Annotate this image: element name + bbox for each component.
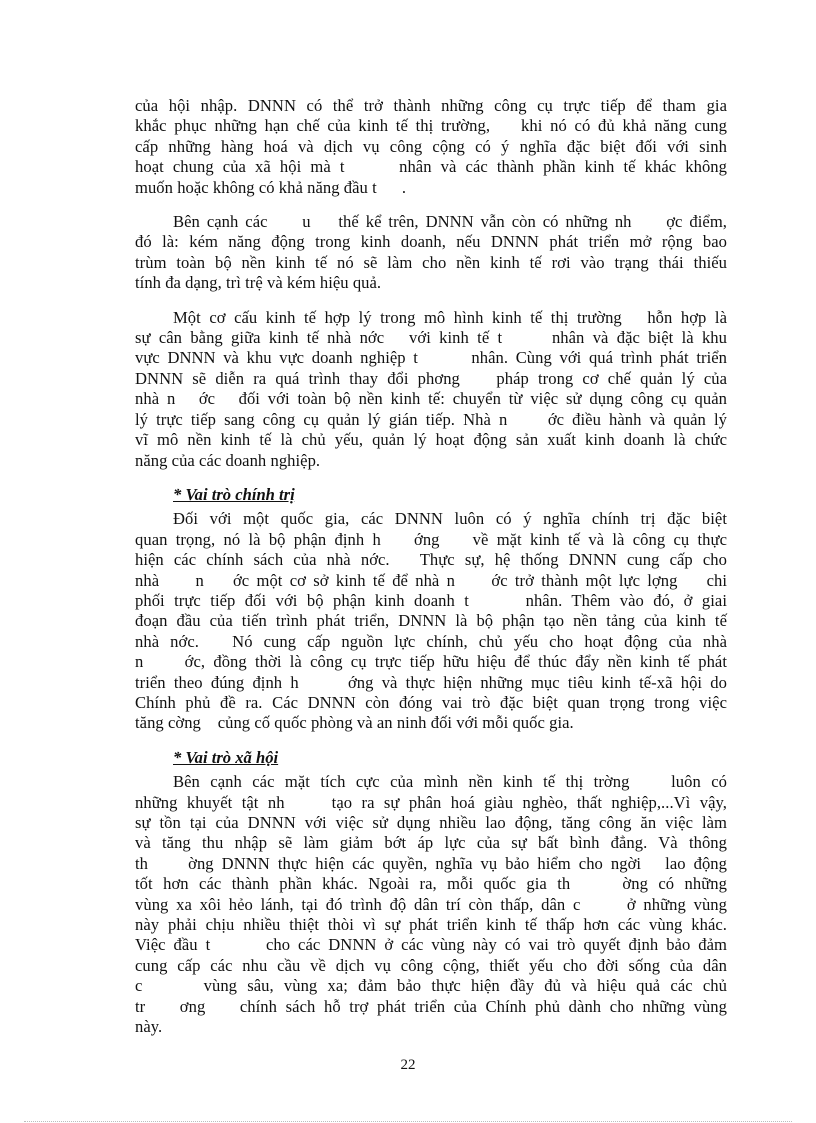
- text-line: muốn hoặc không có khả năng đầu t .: [135, 177, 407, 197]
- text-line: nhà n ớc đối với toàn bộ nền kinh tế: chuyển từ việc sử dụng công cụ quản: [135, 389, 727, 409]
- text-line: vĩ mô nền kinh tế là chủ yếu, quản lý hoạt động sản xuất kinh doanh là chức: [135, 430, 727, 450]
- text-line: phối trực tiếp đối với bộ phận kinh doanh t nhân. Thêm vào đó, ở giai: [135, 590, 727, 610]
- document-body: [135, 96, 727, 1051]
- section-heading: * Vai trò chính trị: [173, 484, 295, 504]
- paragraph: [135, 772, 727, 1037]
- text-line: hiện các chính sách của nhà nớc. Thực sự, hệ thống DNNN cung cấp cho: [135, 550, 727, 570]
- paragraph: [135, 212, 727, 294]
- text-line: và tăng thu nhập sẽ làm giảm bớt áp lực của sự bất bình đẳng. Và thông: [135, 833, 727, 853]
- text-line: những khuyết tật nh tạo ra sự phân hoá giàu nghèo, thất nghiệp,...Vì vậy,: [135, 792, 727, 812]
- text-line: th ờng DNNN thực hiện các quyền, nghĩa vụ bảo hiểm cho ngời lao động: [135, 853, 727, 873]
- text-line: này phải chịu nhiều thiệt thòi vì sự phát triển kinh tế thấp hơn các vùng khác.: [135, 915, 727, 935]
- text-line: Việc đầu t cho các DNNN ở các vùng này có vai trò quyết định bảo đảm: [135, 935, 727, 955]
- text-line: năng của các doanh nghiệp.: [135, 450, 321, 470]
- text-line: Bên cạnh các mặt tích cực của mình nền kinh tế thị trờng luôn có: [173, 772, 727, 792]
- text-line: DNNN sẽ diễn ra quá trình thay đổi phơng pháp trong cơ chế quản lý của: [135, 368, 727, 388]
- text-line: tốt hơn các thành phần khác. Ngoài ra, mỗi quốc gia th ờng có những: [135, 874, 727, 894]
- text-line: vùng xa xôi hẻo lánh, tại đó trình độ dân trí còn thấp, dân c ở những vùng: [135, 894, 727, 914]
- text-line: sự tồn tại của DNNN với việc sử dụng nhiều lao động, tăng công ăn việc làm: [135, 813, 727, 832]
- text-line: n ớc, đồng thời là công cụ trực tiếp hữu hiệu để thúc đẩy nền kinh tế phát: [135, 652, 727, 672]
- text-line: Một cơ cấu kinh tế hợp lý trong mô hình kinh tế thị trường hỗn hợp là: [173, 307, 727, 327]
- text-line: đoạn đầu của tiến trình phát triển, DNNN là bộ phận tạo nền tảng của kinh tế: [135, 611, 727, 631]
- text-line: đó là: kém năng động trong kinh doanh, nếu DNNN phát triển mở rộng bao: [135, 232, 727, 252]
- text-line: tính đa dạng, trì trệ và kém hiệu quả.: [135, 273, 382, 293]
- page-number: 22: [400, 1057, 416, 1073]
- text-line: c vùng sâu, vùng xa; đảm bảo thực hiện đầy đủ và hiệu quả các chủ: [135, 976, 727, 996]
- text-line: quan trọng, nó là bộ phận định h ớng về mặt kinh tế và là công cụ thực: [135, 529, 727, 549]
- text-line: vực DNNN và khu vực doanh nghiệp t nhân. Cùng với quá trình phát triển: [135, 348, 727, 368]
- text-line: tr ơng chính sách hỗ trợ phát triển của Chính phủ dành cho những vùng: [135, 996, 727, 1016]
- text-line: nhà n ớc một cơ sở kinh tế để nhà n ớc trở thành một lực lợng chi: [135, 570, 727, 590]
- text-line: khắc phục những hạn chế của kinh tế thị trường, khi nó có đủ khả năng cung: [135, 116, 727, 136]
- text-line: cấp những hàng hoá và dịch vụ công cộng có ý nghĩa đặc biệt đối với sinh: [135, 136, 727, 156]
- text-line: này.: [135, 1017, 163, 1037]
- page-bottom-rule: [24, 1121, 792, 1122]
- text-line: hoạt chung của xã hội mà t nhân và các thành phần kinh tế khác không: [135, 157, 727, 177]
- text-line: nhà nớc. Nó cung cấp nguồn lực chính, chủ yếu cho hoạt động của nhà: [135, 631, 727, 651]
- text-line: trùm toàn bộ nền kinh tế nó sẽ làm cho nền kinh tế rơi vào trạng thái thiếu: [135, 252, 727, 272]
- text-line: Chính phủ đề ra. Các DNNN còn đóng vai trò đặc biệt quan trọng trong việc: [135, 692, 727, 712]
- text-line: Bên cạnh các u thế kể trên, DNNN vẫn còn có những nh ợc điểm,: [173, 212, 727, 232]
- paragraph: [135, 509, 727, 733]
- paragraph: [135, 308, 727, 471]
- text-line: lý trực tiếp sang công cụ quản lý gián tiếp. Nhà n ớc điều hành và quản lý: [135, 409, 727, 429]
- text-line: tăng cờng củng cố quốc phòng và an ninh đối với mỗi quốc gia.: [135, 713, 574, 733]
- section-heading: * Vai trò xã hội: [173, 747, 279, 767]
- text-line: triển theo đúng định h ớng và thực hiện những mục tiêu kinh tế-xã hội do: [135, 672, 727, 692]
- text-line: của hội nhập. DNNN có thể trở thành những công cụ trực tiếp để tham gia: [135, 96, 727, 115]
- text-line: cung cấp các nhu cầu về dịch vụ công cộng, thiết yếu cho đời sống của dân: [135, 955, 727, 975]
- text-line: sự cân bằng giữa kinh tế nhà nớc với kinh tế t nhân và đặc biệt là khu: [135, 328, 727, 348]
- text-line: Đối với một quốc gia, các DNNN luôn có ý nghĩa chính trị đặc biệt: [173, 509, 727, 529]
- paragraph: [135, 96, 727, 198]
